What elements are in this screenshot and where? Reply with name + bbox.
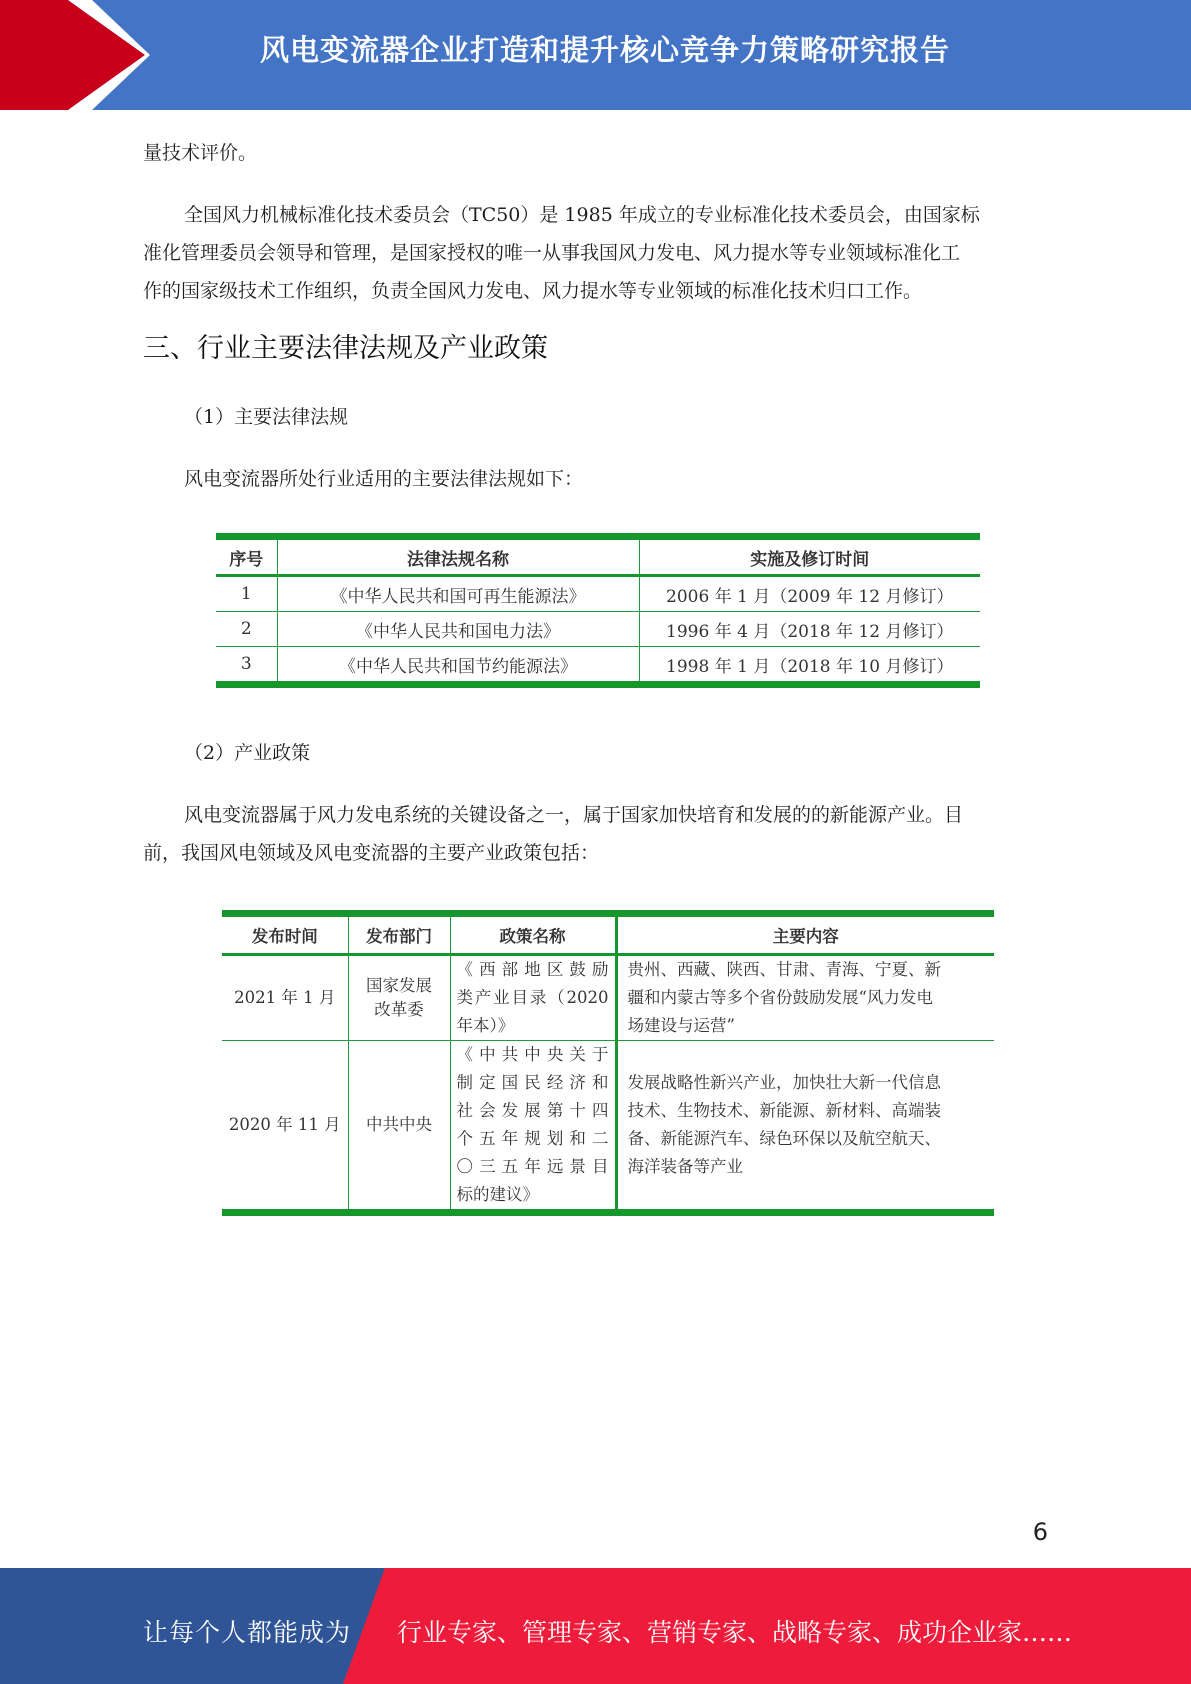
law-header-seq: 序号 [216, 537, 277, 576]
subheading-policies: （2）产业政策 [184, 742, 311, 764]
policy-name-line: 个五年规划和二 [456, 1129, 609, 1148]
policy-dept-line: 中共中央 [366, 1115, 432, 1134]
laws-intro: 风电变流器所处行业适用的主要法律法规如下： [184, 468, 584, 490]
law-header-date: 实施及修订时间 [639, 537, 980, 576]
table-row [216, 647, 980, 685]
policy-content-line: 海洋装备等产业 [627, 1157, 743, 1176]
policy-header-name: 政策名称 [450, 914, 616, 955]
paragraph-tc50-line-3: 作的国家级技术工作组织，负责全国风力发电、风力提水等专业领域的标准化技术归口工作。 [143, 280, 923, 302]
footer-slogan-left: 让每个人都能成为 [143, 1618, 352, 1647]
paragraph-continuation: 量技术评价。 [143, 142, 258, 164]
policy-date: 2020 年 11 月 [222, 1041, 348, 1213]
policy-header-dept: 发布部门 [348, 914, 450, 955]
policy-content-line: 疆和内蒙古等多个省份鼓励发展“风力发电 [627, 988, 933, 1007]
law-seq: 1 [216, 576, 277, 612]
law-name: 《中华人民共和国可再生能源法》 [277, 576, 639, 612]
policy-name-line: 《中共中央关于 [456, 1045, 609, 1064]
policy-name-line: 社会发展第十四 [456, 1101, 609, 1120]
policy-content-line: 备、新能源汽车、绿色环保以及航空航天、 [627, 1129, 941, 1148]
policy-name-line: 标的建议》 [456, 1185, 539, 1204]
section-heading: 三、行业主要法律法规及产业政策 [143, 333, 548, 364]
paragraph-tc50-line-2: 准化管理委员会领导和管理，是国家授权的唯一从事我国风力发电、风力提水等专业领域标准化工 [143, 242, 961, 264]
policy-header-content: 主要内容 [616, 914, 994, 955]
policy-dept-line: 改革委 [374, 1000, 424, 1019]
law-date: 1996 年 4 月（2018 年 12 月修订） [639, 612, 980, 647]
law-name: 《中华人民共和国节约能源法》 [277, 647, 639, 685]
table-row [222, 1041, 994, 1213]
law-seq: 3 [216, 647, 277, 685]
paragraph-tc50-line-1: 全国风力机械标准化技术委员会（TC50）是 1985 年成立的专业标准化技术委员会，由国家标 [184, 204, 980, 226]
policy-name-line: 〇三五年远景目 [456, 1157, 609, 1176]
policies-intro-line-2: 前，我国风电领域及风电变流器的主要产业政策包括： [143, 842, 600, 864]
policy-dept-line: 国家发展 [366, 976, 432, 995]
policy-content [616, 1041, 994, 1213]
law-table-header [216, 537, 980, 576]
policy-content-line: 场建设与运营” [627, 1016, 735, 1035]
law-date: 2006 年 1 月（2009 年 12 月修订） [639, 576, 980, 612]
policy-name [450, 955, 616, 1041]
policy-header-date: 发布时间 [222, 914, 348, 955]
table-row [222, 955, 994, 1041]
policy-content-line: 贵州、西藏、陕西、甘肃、青海、宁夏、新 [627, 960, 941, 979]
policy-name-line: 制定国民经济和 [456, 1073, 609, 1092]
policy-table-header [222, 914, 994, 955]
policy-content-line: 技术、生物技术、新能源、新材料、高端装 [627, 1101, 941, 1120]
page-footer [0, 1568, 1191, 1684]
law-table [216, 533, 980, 688]
policy-name-line: 《西部地区鼓励 [456, 960, 609, 979]
policy-dept [348, 1041, 450, 1213]
table-row [216, 576, 980, 612]
policy-name-line: 类产业目录（2020 [456, 988, 609, 1007]
policy-name-line: 年本）》 [456, 1016, 515, 1035]
header-title: 风电变流器企业打造和提升核心竞争力策略研究报告 [260, 33, 951, 67]
law-date: 1998 年 1 月（2018 年 10 月修订） [639, 647, 980, 685]
policy-date: 2021 年 1 月 [222, 955, 348, 1041]
law-name: 《中华人民共和国电力法》 [277, 612, 639, 647]
law-seq: 2 [216, 612, 277, 647]
subheading-laws: （1）主要法律法规 [184, 406, 349, 428]
footer-slogan-right: 行业专家、管理专家、营销专家、战略专家、成功企业家…… [397, 1618, 1073, 1647]
policy-name [450, 1041, 616, 1213]
policies-intro-line-1: 风电变流器属于风力发电系统的关键设备之一，属于国家加快培育和发展的的新能源产业。目 [184, 804, 964, 826]
law-header-name: 法律法规名称 [277, 537, 639, 576]
policy-table [222, 910, 994, 1216]
policy-content [616, 955, 994, 1041]
policy-content-line: 发展战略性新兴产业，加快壮大新一代信息 [627, 1073, 941, 1092]
page-header [0, 0, 1191, 110]
header-chevron-logo [0, 0, 160, 110]
policy-dept [348, 955, 450, 1041]
table-row [216, 612, 980, 647]
page-number: 6 [1032, 1518, 1048, 1546]
